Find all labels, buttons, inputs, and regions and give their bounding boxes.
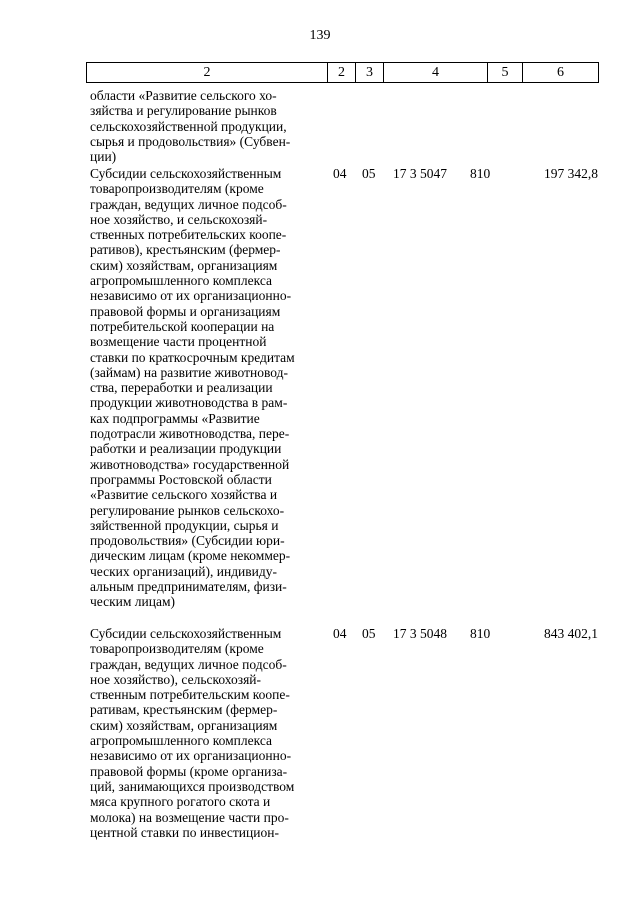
- row-description: Субсидии сельскохозяйственным товаропроизводителям (кроме граждан, ведущих личное подсоб- ное хозяйство, и сельскохозяй- ственных потребительских коопе- ративов), крестьянским (фермер- ским) хозяйствам, организациям агропромышленного комплекса независимо от их организационно- правовой формы и организациям потребительской кооперации на возмещение части процентной ставки по краткосрочным кредитам (займам) на развитие животновод- ства, переработки и реализации продукции животноводства в рам- ках подпрограммы «Развитие подотрасли животноводства, пере- работки и реализации продукции животноводства» государственной программы Ростовской области «Развитие сельского хозяйства и регулирование рынков сельскохо- зяйственной продукции, сырья и продовольствия» (Субсидии юри- дическим лицам (кроме некоммер- ческих организаций), индивиду- альным предпринимателям, физи- ческим лицам): [90, 166, 295, 610]
- row-amount: 197 342,8: [544, 166, 598, 181]
- row-section: 04: [333, 166, 347, 181]
- row-expense-type: 810: [470, 626, 491, 641]
- page-number: 139: [309, 28, 331, 43]
- row-description: области «Развитие сельского хо- зяйства и регулирование рынков сельскохозяйственной продукции, сырья и продовольствия» (Субвен- ции): [90, 88, 291, 165]
- row-target-article: 17 3 5048: [393, 626, 447, 641]
- header-col-expense-type: 5: [488, 63, 523, 83]
- header-col-target-article: 4: [384, 63, 488, 83]
- row-subsection: 05: [362, 626, 376, 641]
- table-header: [86, 62, 599, 83]
- header-col-description: 2: [87, 63, 328, 83]
- header-col-subsection: 3: [356, 63, 384, 83]
- row-amount: 843 402,1: [544, 626, 598, 641]
- row-expense-type: 810: [470, 166, 491, 181]
- row-target-article: 17 3 5047: [393, 166, 447, 181]
- row-description: Субсидии сельскохозяйственным товаропроизводителям (кроме граждан, ведущих личное подсоб- ное хозяйство), сельскохозяй- ственным потребительским коопе- ративам, крестьянским (фермер- ским) хозяйствам, организациям агропромышленного комплекса независимо от их организационно- правовой формы (кроме организа- ций, занимающихся производством мяса крупного рогатого скота и молока) на возмещение части про- центной ставки по инвестицион-: [90, 626, 295, 840]
- row-section: 04: [333, 626, 347, 641]
- header-col-amount: 6: [523, 63, 599, 83]
- row-subsection: 05: [362, 166, 376, 181]
- header-col-section: 2: [328, 63, 356, 83]
